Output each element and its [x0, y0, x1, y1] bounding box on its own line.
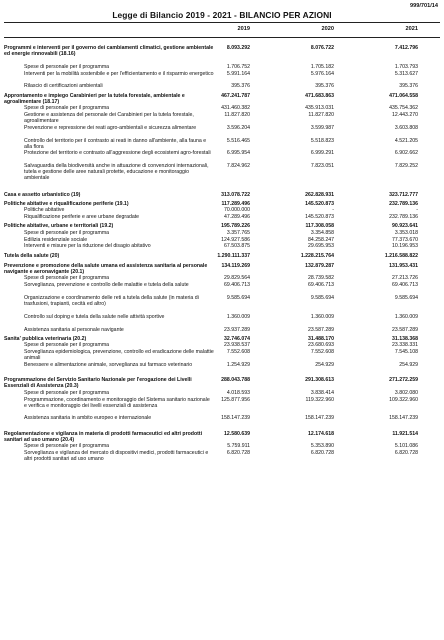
- value-2021: 5.313.627: [394, 70, 418, 77]
- row-label: Spese di personale per il programma: [24, 229, 110, 236]
- value-2021: 395.376: [399, 83, 418, 90]
- value-2021: 3.802.080: [394, 389, 418, 396]
- value-2021: 254.929: [399, 361, 418, 368]
- row-label: Assistenza sanitaria al personale navigante: [24, 326, 124, 333]
- mission-total-row: [4, 253, 440, 259]
- value-2019: 431.460.382: [221, 105, 250, 112]
- value-2020: 3.354.858: [310, 229, 334, 236]
- row-label: Riqualificazione periferie e aree urbane degradate: [24, 214, 140, 221]
- value-2020: 3.599.987: [310, 124, 334, 131]
- value-2019: 7.824.962: [226, 163, 250, 170]
- row-label: Edilizia residenziale sociale: [24, 236, 88, 243]
- action-row: [4, 207, 440, 213]
- value-2020: 145.520.873: [305, 200, 334, 207]
- row-label: Spese di personale per il programma: [24, 275, 110, 282]
- value-2020: 262.828.931: [305, 191, 334, 198]
- value-2021: 7.545.108: [394, 349, 418, 355]
- value-2019: 288.043.788: [221, 377, 250, 383]
- value-2020: 1.705.182: [310, 63, 334, 70]
- value-2020: 11.827.820: [308, 112, 334, 118]
- value-2020: 254.929: [315, 361, 334, 368]
- value-2019: 3.357.765: [226, 229, 250, 236]
- action-row: [4, 125, 440, 137]
- action-row: [4, 342, 440, 348]
- value-2019: 467.241.787: [221, 92, 250, 99]
- action-row: [4, 295, 440, 313]
- row-label: Programmazione, coordinamento e monitoraggio del Sistema sanitario nazionale e verifica e monitoraggio dei livelli essenziali di assistenza: [24, 396, 210, 409]
- value-2019: 1.706.752: [226, 63, 250, 70]
- value-2020: 119.322.960: [305, 396, 334, 403]
- value-2020: 84.258.247: [308, 236, 334, 243]
- row-label: Politiche abitative, urbane e territoriali (19.2): [4, 223, 114, 230]
- value-2021: 5.101.086: [394, 443, 418, 450]
- action-row: [4, 275, 440, 281]
- action-row: [4, 105, 440, 111]
- value-2020: 31.488.170: [308, 335, 334, 342]
- row-label: Sorveglianza, prevenzione e controllo delle malattie e tutela della salute: [24, 282, 189, 288]
- program-row: [4, 377, 440, 389]
- row-label: Controllo del territorio per il contrasto ai reati in danno all'ambiente, alla fauna e alla flora: [24, 137, 207, 150]
- value-2019: 395.376: [231, 83, 250, 90]
- value-2020: 395.376: [315, 83, 334, 90]
- value-2019: 70.000.000: [224, 207, 250, 214]
- row-label: Sorveglianza e vigilanza del mercato di dispositivi medici, prodotti farmaceutici e altri prodotti sanitari ad uso umano: [24, 450, 209, 463]
- value-2020: 158.147.239: [305, 415, 334, 422]
- value-2019: 1.290.111.337: [217, 253, 250, 260]
- column-year-2021: 2021: [405, 26, 418, 32]
- value-2020: 23.680.693: [308, 342, 334, 349]
- row-label: Sanita' pubblica veterinaria (20.2): [4, 335, 87, 342]
- value-2021: 77.373.670: [392, 236, 418, 243]
- action-row: [4, 214, 440, 220]
- value-2021: 4.521.205: [394, 137, 418, 144]
- row-label: Spese di personale per il programma: [24, 342, 110, 349]
- value-2020: 1.360.009: [310, 313, 334, 320]
- value-2021: 3.353.018: [394, 229, 418, 236]
- value-2019: 5.991.164: [226, 70, 250, 77]
- value-2019: 47.289.496: [224, 214, 250, 221]
- action-row: [4, 230, 440, 236]
- row-label: Sorveglianza epidemiologica, prevenzione, controllo ed eradicazione delle malattie animali: [24, 349, 214, 362]
- program-row: [4, 336, 440, 342]
- value-2021: 10.196.953: [392, 243, 418, 250]
- program-row: [4, 223, 440, 229]
- value-2020: 6.999.291: [310, 150, 334, 157]
- value-2020: 7.552.608: [310, 349, 334, 355]
- value-2020: 69.406.713: [308, 282, 334, 288]
- value-2019: 4.018.593: [226, 389, 250, 396]
- value-2019: 32.746.074: [224, 335, 250, 342]
- value-2020: -: [332, 207, 334, 214]
- value-2020: 117.308.058: [305, 223, 334, 230]
- action-row: [4, 443, 440, 449]
- row-label: Programmazione del Servizio Sanitario Nazionale per l'erogazione dei Livelli Essenziali di Assistenza (20.3): [4, 377, 192, 390]
- value-2019: 1.254.929: [226, 361, 250, 368]
- value-2021: 31.138.368: [392, 335, 418, 342]
- value-2019: 1.360.009: [226, 313, 250, 320]
- row-label: Spese di personale per il programma: [24, 389, 110, 396]
- row-label: Spese di personale per il programma: [24, 105, 110, 112]
- value-2021: 23.587.289: [392, 326, 418, 333]
- row-label: Prevenzione e repressione dei reati agro-ambientali e sicurezza alimentare: [24, 124, 197, 131]
- row-label: Casa e assetto urbanistico (19): [4, 191, 81, 198]
- row-label: Programmi e interventi per il governo dei cambiamenti climatici, gestione ambientale ed energie rinnovabili (18.16): [4, 45, 214, 58]
- value-2019: 6.995.954: [226, 150, 250, 157]
- value-2019: 9.585.694: [226, 294, 250, 301]
- action-row: [4, 415, 440, 427]
- value-2019: 134.119.269: [221, 262, 250, 269]
- value-2020: 5.353.890: [310, 443, 334, 450]
- value-2020: 28.739.582: [308, 275, 334, 282]
- action-row: [4, 163, 440, 187]
- row-label: Protezione del territorio e contrasto all'aggressione degli ecosistemi agro-forestali: [24, 150, 211, 157]
- value-2019: 6.820.728: [226, 450, 250, 457]
- value-2020: 8.076.722: [310, 45, 334, 51]
- page-id: 999/701/14: [410, 3, 438, 9]
- value-2021: 471.064.558: [389, 92, 418, 99]
- row-label: Gestione e assistenza del personale dei Carabinieri per la tutela forestale, agroalimentare: [24, 112, 194, 125]
- value-2020: 9.585.694: [310, 294, 334, 301]
- value-2019: 69.406.713: [224, 282, 250, 288]
- page-title: Legge di Bilancio 2019 - 2021 - BILANCIO PER AZIONI: [112, 10, 332, 20]
- value-2020: 291.308.613: [305, 377, 334, 383]
- value-2021: 131.953.431: [389, 262, 418, 269]
- column-header: [4, 22, 440, 38]
- value-2021: 6.902.662: [394, 150, 418, 157]
- value-2019: 5.516.465: [226, 137, 250, 144]
- row-label: Approntamento e impiego Carabinieri per la tutela forestale, ambientale e agroalimentare (18.17): [4, 92, 185, 105]
- value-2021: 271.272.259: [389, 377, 418, 383]
- action-row: [4, 450, 440, 468]
- row-label: Spese di personale per il programma: [24, 63, 110, 70]
- row-label: Politiche abitative e riqualificazione periferie (19.1): [4, 200, 129, 207]
- value-2020: 29.695.953: [308, 243, 334, 250]
- value-2020: 5.518.823: [310, 137, 334, 144]
- action-row: [4, 150, 440, 162]
- value-2019: 11.827.820: [224, 112, 250, 118]
- value-2019: 125.877.956: [221, 396, 250, 403]
- program-row: [4, 263, 440, 275]
- value-2021: 323.712.777: [389, 191, 418, 198]
- column-year-2019: 2019: [237, 26, 250, 32]
- value-2019: 195.789.226: [221, 223, 250, 230]
- value-2021: 1.703.793: [394, 63, 418, 70]
- header-top-rule: [4, 22, 440, 23]
- value-2021: 3.603.808: [394, 124, 418, 131]
- value-2019: 23.938.537: [224, 342, 250, 349]
- value-2020: 5.976.164: [310, 70, 334, 77]
- column-year-2020: 2020: [321, 26, 334, 32]
- value-2019: 158.147.239: [221, 415, 250, 422]
- action-row: [4, 243, 440, 249]
- value-2020: 1.228.215.764: [300, 253, 334, 260]
- row-label: Tutela della salute (20): [4, 253, 60, 260]
- value-2021: 6.820.728: [394, 450, 418, 457]
- action-row: [4, 237, 440, 243]
- mission-total-row: [4, 192, 440, 198]
- action-row: [4, 362, 440, 374]
- value-2019: 12.580.639: [224, 430, 250, 437]
- value-2021: -: [416, 207, 418, 214]
- row-label: Controllo sul doping e tutela della salute nelle attività sportive: [24, 313, 165, 320]
- header-bottom-rule: [4, 37, 440, 38]
- action-row: [4, 83, 440, 89]
- value-2019: 23.937.289: [224, 326, 250, 333]
- value-2021: 9.585.694: [394, 294, 418, 301]
- row-label: Regolamentazione e vigilanza in materia di prodotti farmaceutici ed altri prodotti sanitari ad uso umano (20.4): [4, 430, 203, 443]
- value-2021: 158.147.239: [389, 415, 418, 422]
- value-2021: 1.360.009: [394, 313, 418, 320]
- program-row: [4, 201, 440, 207]
- row-label: Politiche abitative: [24, 207, 65, 214]
- value-2021: 7.412.796: [394, 45, 418, 51]
- row-label: Organizzazione e coordinamento delle reti a tutela della salute (in materia di trasfusioni, trapianti, cecità ed altro): [24, 294, 199, 307]
- value-2021: 7.829.252: [394, 163, 418, 170]
- value-2019: 29.829.564: [224, 275, 250, 282]
- program-row: [4, 431, 440, 443]
- value-2020: 435.913.031: [305, 105, 334, 112]
- row-label: Prevenzione e promozione della salute umana ed assistenza sanitaria al personale navigante e aeronavigante (20.1): [4, 262, 208, 275]
- value-2021: 435.754.362: [389, 105, 418, 112]
- action-row: [4, 138, 440, 150]
- value-2021: 109.322.960: [389, 396, 418, 403]
- value-2020: 7.823.051: [310, 163, 334, 170]
- value-2019: 7.552.608: [226, 349, 250, 355]
- row-label: Spese di personale per il programma: [24, 443, 110, 450]
- value-2021: 23.338.331: [392, 342, 418, 349]
- value-2020: 23.587.289: [308, 326, 334, 333]
- value-2021: 69.406.713: [392, 282, 418, 288]
- value-2020: 471.683.863: [305, 92, 334, 99]
- value-2021: 12.443.270: [392, 112, 418, 118]
- action-row: [4, 390, 440, 396]
- action-row: [4, 397, 440, 415]
- value-2019: 8.093.292: [226, 45, 250, 51]
- value-2020: 6.820.728: [310, 450, 334, 457]
- value-2019: 117.289.496: [221, 200, 250, 207]
- action-row: [4, 64, 440, 70]
- action-row: [4, 112, 440, 124]
- action-row: [4, 327, 440, 333]
- row-label: Salvaguardia della biodiversità anche in attuazione di convenzioni internazionali, tutela e gestione delle aree naturali protette, educazione e monitoraggio ambientale: [24, 163, 209, 182]
- row-label: Rilascio di certificazioni ambientali: [24, 83, 103, 90]
- program-row: [4, 93, 440, 105]
- value-2020: 12.174.618: [308, 430, 334, 437]
- value-2019: 313.078.722: [221, 191, 250, 198]
- value-2019: 67.503.875: [224, 243, 250, 250]
- row-label: Interventi per la mobilità sostenibile e per l'efficientamento e il risparmio energetico: [24, 70, 214, 77]
- value-2021: 232.789.136: [389, 214, 418, 221]
- action-row: [4, 71, 440, 83]
- value-2019: 5.759.911: [227, 443, 250, 450]
- value-2021: 11.921.514: [392, 430, 418, 437]
- action-row: [4, 349, 440, 361]
- row-label: Interventi e misure per la riduzione del disagio abitativo: [24, 243, 151, 250]
- value-2021: 1.216.588.822: [384, 253, 418, 260]
- value-2019: 124.927.586: [221, 236, 250, 243]
- value-2020: 3.838.414: [310, 389, 334, 396]
- value-2021: 232.789.136: [389, 200, 418, 207]
- value-2019: 3.596.204: [226, 124, 250, 131]
- row-label: Benessere e alimentazione animale, sorveglianza sui farmaco veterinario: [24, 361, 193, 368]
- value-2021: 90.923.641: [392, 223, 418, 230]
- value-2020: 132.879.287: [305, 262, 334, 269]
- value-2021: 27.213.726: [392, 275, 418, 282]
- value-2020: 145.520.873: [305, 214, 334, 221]
- row-label: Assistenza sanitaria in ambito europeo e internazionale: [24, 415, 152, 422]
- program-row: [4, 45, 440, 63]
- action-row: [4, 282, 440, 294]
- action-row: [4, 314, 440, 326]
